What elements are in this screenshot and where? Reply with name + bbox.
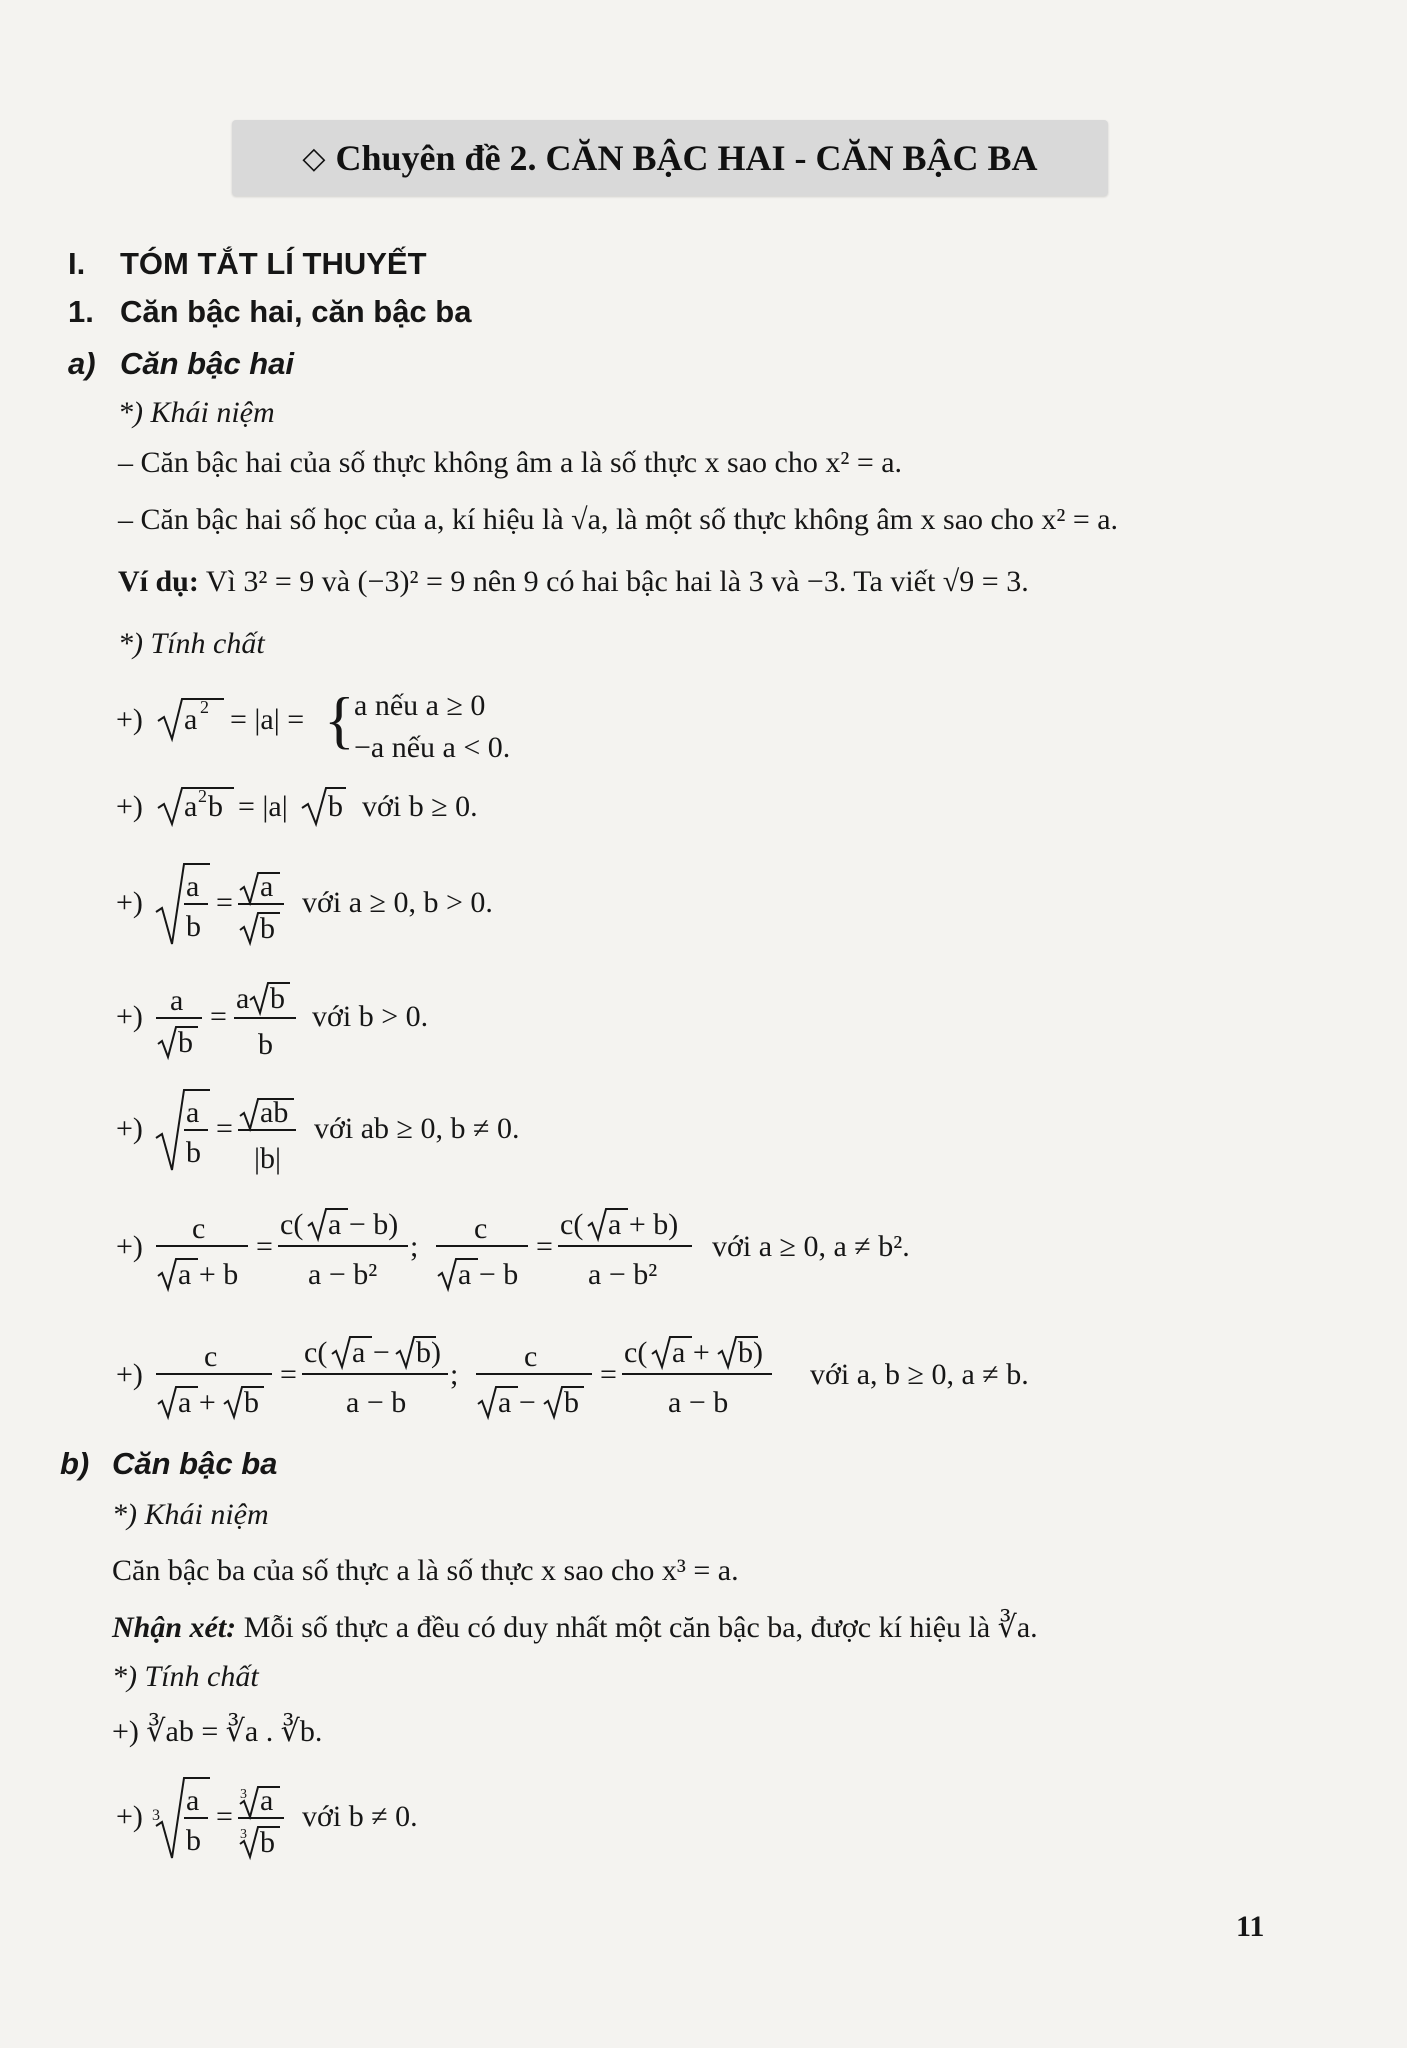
svg-text:a + b: a + b xyxy=(178,1258,239,1291)
svg-text:a: a xyxy=(184,703,198,736)
svg-text:a −: a − xyxy=(498,1386,536,1419)
svg-text:a − b): a − b) xyxy=(328,1208,399,1241)
svg-text:a +: a + xyxy=(672,1336,710,1369)
svg-text:c(: c( xyxy=(280,1208,304,1241)
svg-text:c(: c( xyxy=(624,1336,648,1369)
svg-text:c: c xyxy=(192,1212,206,1245)
svg-text:=: = xyxy=(216,1800,233,1833)
svg-text:b: b xyxy=(186,1824,201,1857)
page-number: 11 xyxy=(1236,1910,1265,1943)
svg-text:=: = xyxy=(280,1358,297,1391)
property-label-b: *) Tính chất xyxy=(112,1660,259,1693)
svg-text:3: 3 xyxy=(240,1827,247,1842)
svg-text:=: = xyxy=(216,886,233,919)
svg-text:b: b xyxy=(244,1386,259,1419)
svg-text:b): b) xyxy=(738,1336,763,1369)
formula-sqrt-a2b xyxy=(112,782,532,840)
svg-text:c(: c( xyxy=(560,1208,584,1241)
svg-text:với ab ≥ 0, b ≠ 0.: với ab ≥ 0, b ≠ 0. xyxy=(314,1112,520,1145)
svg-text:b: b xyxy=(564,1386,579,1419)
svg-text:c: c xyxy=(204,1340,218,1373)
svg-text:b): b) xyxy=(416,1336,441,1369)
diamond-icon: ◇ xyxy=(302,141,326,175)
svg-text:với a ≥ 0, a ≠ b².: với a ≥ 0, a ≠ b². xyxy=(712,1230,910,1263)
formula-abs-value xyxy=(112,675,572,773)
svg-text:|b|: |b| xyxy=(254,1142,282,1175)
svg-text:với a, b ≥ 0, a ≠ b.: với a, b ≥ 0, a ≠ b. xyxy=(810,1358,1029,1391)
svg-text:=: = xyxy=(210,1000,227,1033)
svg-text:a: a xyxy=(186,1784,200,1817)
svg-text:với a ≥ 0, b > 0.: với a ≥ 0, b > 0. xyxy=(302,886,493,919)
part-a-heading: a) Căn bậc hai xyxy=(68,346,294,381)
property-label-a: *) Tính chất xyxy=(118,627,265,660)
prop-prefix: +) xyxy=(116,1000,143,1033)
svg-text:b: b xyxy=(260,912,275,945)
formula-sqrt-frac xyxy=(112,856,532,964)
chapter-title: Chuyên đề 2. CĂN BẬC HAI - CĂN BẬC BA xyxy=(335,138,1038,178)
svg-text:=: = xyxy=(536,1230,553,1263)
prop-prefix: +) xyxy=(116,886,143,919)
remark-line: Nhận xét: Mỗi số thực a đều có duy nhất một căn bậc ba, được kí hiệu là ∛a. xyxy=(112,1611,1038,1644)
svg-text:a: a xyxy=(170,984,184,1017)
svg-text:b: b xyxy=(178,1026,193,1059)
svg-text:b: b xyxy=(270,982,285,1015)
svg-text:b: b xyxy=(260,1826,275,1859)
svg-text:a − b²: a − b² xyxy=(308,1258,378,1291)
svg-text:với b > 0.: với b > 0. xyxy=(312,1000,429,1033)
svg-text:;: ; xyxy=(410,1230,419,1263)
prop-prefix: +) xyxy=(116,703,143,736)
prop-prefix: +) xyxy=(116,1112,143,1145)
chapter-title-box xyxy=(232,120,1108,196)
prop-prefix: +) xyxy=(116,1800,143,1833)
svg-text:a: a xyxy=(184,790,198,823)
svg-text:2: 2 xyxy=(200,697,209,717)
abs-case-2: −a nếu a < 0. xyxy=(354,731,511,764)
concept-a-line-1: – Căn bậc hai của số thực không âm a là số thực x sao cho x² = a. xyxy=(118,446,903,479)
concept-b-line-1: Căn bậc ba của số thực a là số thực x sao cho x³ = a. xyxy=(112,1554,739,1587)
formula-conjugate-2 xyxy=(112,1318,1092,1446)
svg-text:c: c xyxy=(474,1212,488,1245)
svg-text:3: 3 xyxy=(152,1807,160,1824)
svg-text:=: = xyxy=(256,1230,273,1263)
svg-text:b: b xyxy=(186,1136,201,1169)
abs-case-1: a nếu a ≥ 0 xyxy=(354,689,486,722)
formula-rationalize-1 xyxy=(112,970,492,1078)
formula-abs-value-svg xyxy=(112,675,572,765)
formula-conjugate-1 xyxy=(112,1190,972,1318)
svg-text:b: b xyxy=(208,790,223,823)
prop-prefix: +) xyxy=(116,1230,143,1263)
svg-text:a − b: a − b xyxy=(668,1386,729,1419)
formula-cbrt-frac xyxy=(112,1770,532,1878)
svg-text:a +: a + xyxy=(178,1386,216,1419)
svg-text:c(: c( xyxy=(304,1336,328,1369)
svg-text:với b ≠ 0.: với b ≠ 0. xyxy=(302,1800,418,1833)
subsection-heading-1: 1. Căn bậc hai, căn bậc ba xyxy=(68,294,472,329)
svg-text:a − b²: a − b² xyxy=(588,1258,658,1291)
svg-text:= |a|: = |a| xyxy=(238,790,288,823)
svg-text:3: 3 xyxy=(240,1787,247,1802)
svg-text:c: c xyxy=(524,1340,538,1373)
svg-text:=: = xyxy=(600,1358,617,1391)
svg-text:;: ; xyxy=(450,1358,459,1391)
svg-text:= |a| =: = |a| = xyxy=(230,703,305,736)
svg-text:b: b xyxy=(258,1028,273,1061)
example-line: Ví dụ: Vì 3² = 9 và (−3)² = 9 nên 9 có hai bậc hai là 3 và −3. Ta viết √9 = 3. xyxy=(118,565,1029,598)
svg-text:ab: ab xyxy=(260,1096,289,1129)
svg-text:{: { xyxy=(324,684,355,755)
svg-text:với b ≥ 0.: với b ≥ 0. xyxy=(362,790,478,823)
svg-text:a: a xyxy=(186,1096,200,1129)
svg-text:=: = xyxy=(216,1112,233,1145)
concept-label-b: *) Khái niệm xyxy=(112,1498,269,1531)
prop-prefix: +) xyxy=(116,1358,143,1391)
concept-a-line-2: – Căn bậc hai số học của a, kí hiệu là √a, là một số thực không âm x sao cho x² = a. xyxy=(118,503,1119,536)
svg-text:b: b xyxy=(186,910,201,943)
part-b-heading: b) Căn bậc ba xyxy=(60,1446,278,1481)
svg-text:a −: a − xyxy=(352,1336,390,1369)
svg-text:b: b xyxy=(328,790,343,823)
svg-text:a − b: a − b xyxy=(458,1258,519,1291)
svg-text:a − b: a − b xyxy=(346,1386,407,1419)
prop-prefix: +) xyxy=(116,790,143,823)
svg-text:a: a xyxy=(260,870,274,903)
concept-label-a: *) Khái niệm xyxy=(118,396,275,429)
formula-sqrt-frac-abs xyxy=(112,1078,572,1196)
svg-text:2: 2 xyxy=(198,786,207,806)
svg-text:a: a xyxy=(260,1784,274,1817)
svg-text:a: a xyxy=(236,982,250,1015)
svg-text:a + b): a + b) xyxy=(608,1208,679,1241)
section-heading-1: I. TÓM TẮT LÍ THUYẾT xyxy=(68,246,427,281)
svg-text:a: a xyxy=(186,870,200,903)
formula-cbrt-product: +) ∛ab = ∛a . ∛b. xyxy=(112,1715,323,1748)
